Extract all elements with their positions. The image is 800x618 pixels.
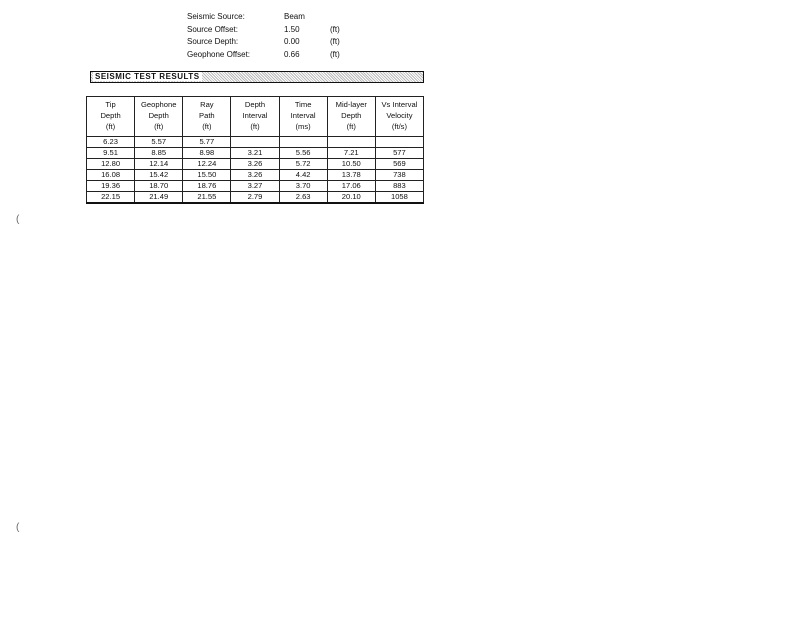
table-cell: 3.21 <box>231 148 279 159</box>
param-row <box>187 49 360 62</box>
param-label: Geophone Offset: <box>187 49 251 59</box>
table-cell: 9.51 <box>87 148 135 159</box>
table-cell <box>375 137 423 148</box>
scan-artifact-mark: ( <box>16 522 20 533</box>
param-unit: (ft) <box>330 37 340 46</box>
param-value: Beam <box>284 12 305 21</box>
table-cell: 21.55 <box>183 192 231 204</box>
table-cell: 5.57 <box>135 137 183 148</box>
header-time-interval: Time Interval (ms) <box>279 97 327 137</box>
table-cell: 4.42 <box>279 170 327 181</box>
table-cell: 883 <box>375 181 423 192</box>
table-row <box>87 192 424 204</box>
param-label: Source Depth: <box>187 37 239 46</box>
table-row <box>87 137 424 148</box>
table-cell: 8.85 <box>135 148 183 159</box>
table-cell: 12.24 <box>183 159 231 170</box>
results-banner <box>90 71 424 83</box>
table-cell: 12.14 <box>135 159 183 170</box>
table-cell: 5.77 <box>183 137 231 148</box>
param-row <box>187 36 360 49</box>
table-cell: 13.78 <box>327 170 375 181</box>
table-cell: 3.26 <box>231 170 279 181</box>
table-cell: 8.98 <box>183 148 231 159</box>
table-cell: 15.50 <box>183 170 231 181</box>
table-cell: 3.27 <box>231 181 279 192</box>
table-cell: 7.21 <box>327 148 375 159</box>
table-cell: 738 <box>375 170 423 181</box>
param-value: 1.50 <box>284 24 300 34</box>
param-row <box>187 11 360 24</box>
table-cell: 15.42 <box>135 170 183 181</box>
banner-title: SEISMIC TEST RESULTS <box>95 72 200 81</box>
table-cell: 569 <box>375 159 423 170</box>
table-cell: 19.36 <box>87 181 135 192</box>
table-cell: 16.08 <box>87 170 135 181</box>
table-cell: 22.15 <box>87 192 135 204</box>
table-cell: 20.10 <box>327 192 375 204</box>
param-unit: (ft) <box>330 24 340 34</box>
table-cell: 2.79 <box>231 192 279 204</box>
table-cell <box>231 137 279 148</box>
table-row <box>87 148 424 159</box>
test-parameters <box>187 11 360 61</box>
table-cell: 3.26 <box>231 159 279 170</box>
seismic-results-table <box>86 96 424 204</box>
table-cell: 1058 <box>375 192 423 204</box>
param-label: Source Offset: <box>187 24 238 34</box>
scan-artifact-mark: ( <box>16 214 20 225</box>
table-cell: 577 <box>375 148 423 159</box>
header-tip-depth: Tip Depth (ft) <box>87 97 135 137</box>
table-cell: 18.70 <box>135 181 183 192</box>
table-cell: 2.63 <box>279 192 327 204</box>
table-row <box>87 159 424 170</box>
table-cell <box>279 137 327 148</box>
table-cell: 17.06 <box>327 181 375 192</box>
table-cell: 10.50 <box>327 159 375 170</box>
table-cell: 12.80 <box>87 159 135 170</box>
table-header-row <box>87 97 424 137</box>
header-geophone-depth: Geophone Depth (ft) <box>135 97 183 137</box>
table-cell: 21.49 <box>135 192 183 204</box>
header-ray-path: Ray Path (ft) <box>183 97 231 137</box>
table-cell: 5.72 <box>279 159 327 170</box>
param-value: 0.66 <box>284 49 300 59</box>
table-cell: 3.70 <box>279 181 327 192</box>
header-vs-interval-velocity: Vs Interval Velocity (ft/s) <box>375 97 423 137</box>
table-row <box>87 181 424 192</box>
table-cell <box>327 137 375 148</box>
param-value: 0.00 <box>284 37 300 46</box>
table-row <box>87 170 424 181</box>
header-mid-layer-depth: Mid-layer Depth (ft) <box>327 97 375 137</box>
param-label: Seismic Source: <box>187 12 245 21</box>
param-unit: (ft) <box>330 49 340 59</box>
param-unit <box>330 11 360 24</box>
table-cell: 18.76 <box>183 181 231 192</box>
table-cell: 6.23 <box>87 137 135 148</box>
param-row <box>187 24 360 37</box>
table-cell: 5.56 <box>279 148 327 159</box>
header-depth-interval: Depth Interval (ft) <box>231 97 279 137</box>
